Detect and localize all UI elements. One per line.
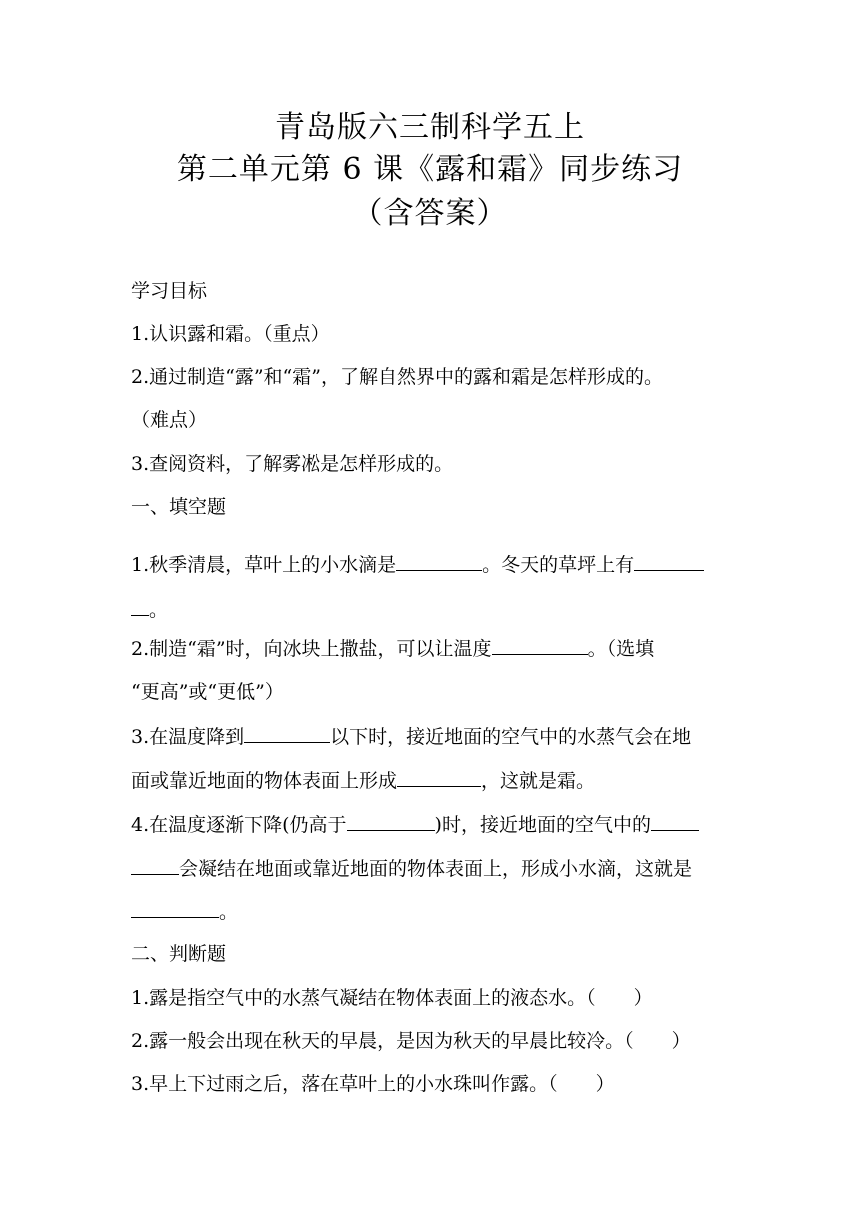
objective-1: 1.认识露和霜。（重点）	[131, 323, 330, 345]
objectives-heading: 学习目标	[131, 280, 208, 302]
question-text: 。	[219, 901, 239, 923]
question-text: 。	[149, 599, 169, 621]
question-text: )时，接近地面的空气中的	[434, 814, 651, 836]
doc-title-line1: 青岛版六三制科学五上	[275, 110, 585, 145]
fill-question-1-continued	[131, 597, 731, 622]
answer-blank[interactable]	[651, 812, 699, 831]
judge-question-2: 2.露一般会出现在秋天的早晨，是因为秋天的早晨比较冷。（ ）	[131, 1030, 691, 1052]
fill-question-4-continued	[131, 856, 731, 881]
answer-blank[interactable]	[244, 724, 330, 743]
section-fill-blank-heading: 一、填空题	[131, 496, 227, 518]
judge-question-3: 3.早上下过雨之后，落在草叶上的小水珠叫作露。（ ）	[131, 1073, 615, 1095]
question-text: 面或靠近地面的物体表面上形成	[131, 770, 398, 792]
question-text: 以下时，接近地面的空气中的水蒸气会在地	[330, 726, 692, 748]
fill-question-4	[131, 812, 731, 837]
objective-2: 2.通过制造“露”和“霜”，了解自然界中的露和霜是怎样形成的。	[131, 366, 663, 388]
objective-3: 3.查阅资料，了解雾凇是怎样形成的。	[131, 453, 454, 475]
question-text: 。（选填	[587, 638, 655, 660]
question-text: 2.制造“霜”时，向冰块上撒盐，可以让温度	[131, 638, 492, 660]
objective-2-continued: （难点）	[131, 409, 208, 431]
doc-title-line2: 第二单元第 6 课《露和霜》同步练习	[176, 152, 684, 187]
answer-blank[interactable]	[492, 636, 588, 655]
question-text: 1.秋季清晨，草叶上的小水滴是	[131, 554, 397, 576]
question-text: 会凝结在地面或靠近地面的物体表面上，形成小水滴，这就是	[179, 858, 693, 880]
question-text: 3.在温度降到	[131, 726, 245, 748]
answer-blank[interactable]	[397, 768, 481, 787]
answer-blank-end[interactable]	[131, 597, 149, 616]
judge-question-1: 1.露是指空气中的水蒸气凝结在物体表面上的液态水。（ ）	[131, 987, 653, 1009]
question-text: ，这就是霜。	[481, 770, 596, 792]
doc-title-line3: （含答案）	[352, 196, 508, 231]
fill-question-3	[131, 724, 731, 749]
fill-question-1	[131, 552, 731, 577]
answer-blank[interactable]	[131, 856, 179, 875]
answer-blank[interactable]	[396, 552, 482, 571]
section-true-false-heading: 二、判断题	[131, 943, 227, 965]
answer-blank[interactable]	[634, 552, 704, 571]
fill-question-3-continued	[131, 768, 731, 793]
fill-question-2-continued: “更高”或“更低”）	[131, 681, 284, 703]
fill-question-2	[131, 636, 731, 661]
question-text: 。冬天的草坪上有	[482, 554, 635, 576]
fill-question-4-end	[131, 899, 731, 924]
question-text: 4.在温度逐渐下降(仍高于	[131, 814, 347, 836]
answer-blank[interactable]	[347, 812, 435, 831]
answer-blank[interactable]	[131, 899, 219, 918]
